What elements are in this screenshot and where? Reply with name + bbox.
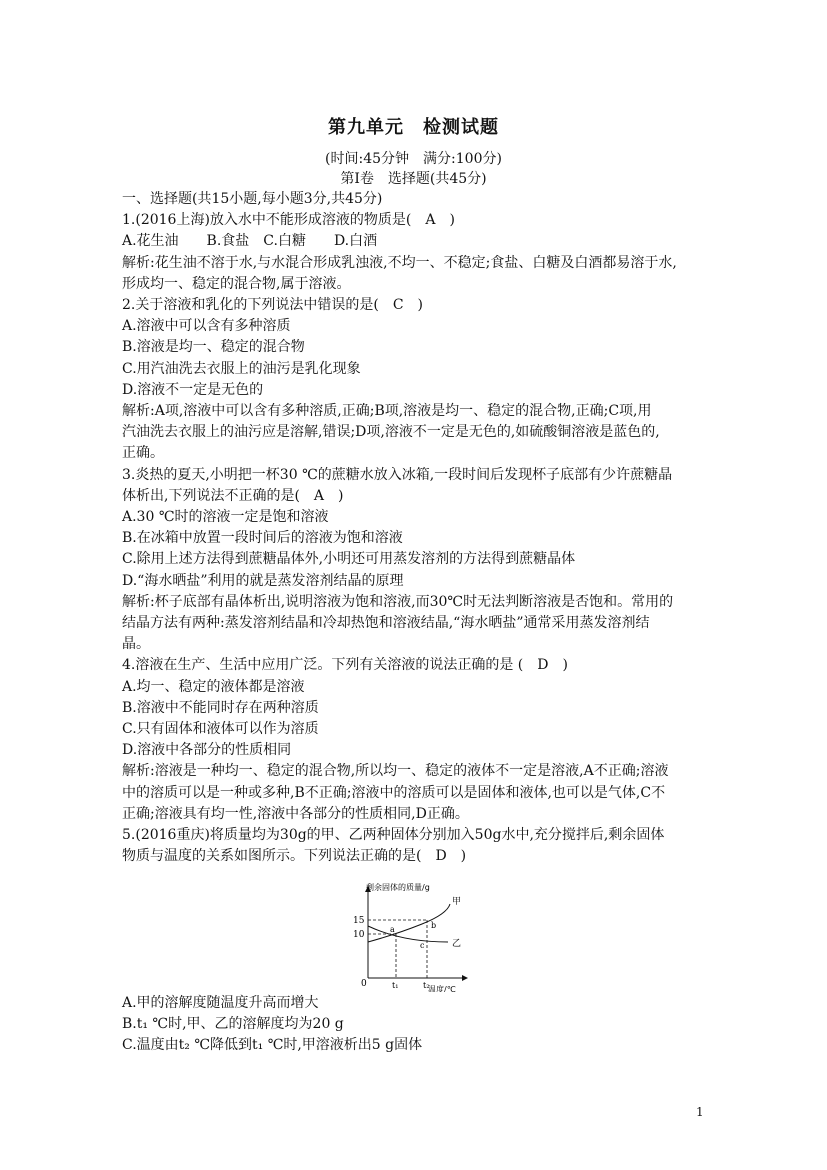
text-line: 5.(2016重庆)将质量均为30g的甲、乙两种固体分别加入50g水中,充分搅拌后,剩余固体	[122, 827, 665, 843]
page-title: 第九单元 检测试题	[328, 117, 499, 138]
graph-jia: 甲	[452, 897, 462, 907]
graph-point-c: c	[420, 941, 425, 950]
text-line: 正确。	[122, 445, 164, 462]
text-line: 正确;溶液具有均一性,溶液中各部分的性质相同,D正确。	[122, 805, 469, 822]
text-line: 物质与温度的关系如图所示。下列说法正确的是( D )	[122, 848, 467, 865]
graph-point-b: b	[431, 921, 437, 930]
text-line: 解析:杯子底部有晶体析出,说明溶液为饱和溶液,而30℃时无法判断溶液是否饱和。常用的	[122, 593, 674, 610]
text-line: C.只有固体和液体可以作为溶质	[122, 721, 319, 737]
option-line: C.温度由t₂ ℃降低到t₁ ℃时,甲溶液析出5 g固体	[122, 1037, 423, 1054]
text-line: 晶。	[122, 636, 150, 653]
text-line: 体析出,下列说法不正确的是( A )	[122, 487, 344, 504]
text-line: 中的溶质可以是一种或多种,B不正确;溶液中的溶质可以是固体和液体,也可以是气体,C不	[122, 784, 666, 801]
page-number: 1	[696, 1105, 704, 1119]
text-line: D.“海水晒盐”利用的就是蒸发溶剂结晶的原理	[122, 572, 404, 589]
text-line: 解析:溶液是一种均一、稳定的混合物,所以均一、稳定的液体不一定是溶液,A不正确;溶液	[122, 763, 669, 780]
graph-y15: 15	[353, 916, 365, 926]
graph-xlabel: 温度/℃	[428, 985, 456, 992]
text-line: 3.炎热的夏天,小明把一杯30 ℃的蔗糖水放入冰箱,一段时间后发现杯子底部有少许蔗糖晶	[122, 466, 673, 483]
text-line: D.溶液不一定是无色的	[122, 381, 264, 398]
x-axis-arrow-icon	[462, 975, 468, 981]
text-line: 1.(2016上海)放入水中不能形成溶液的物质是( A )	[122, 212, 455, 229]
text-line: B.在冰箱中放置一段时间后的溶液为饱和溶液	[122, 530, 403, 547]
option-line: A.甲的溶解度随温度升高而增大	[122, 995, 319, 1011]
text-line: B.溶液是均一、稳定的混合物	[122, 339, 305, 356]
text-line: C.用汽油洗去衣服上的油污是乳化现象	[122, 360, 361, 377]
graph-origin: 0	[361, 979, 367, 989]
graph-t1: t₁	[392, 981, 399, 990]
text-line: A.花生油 B.食盐 C.白糖 D.白酒	[122, 233, 378, 250]
exam-meta: (时间:45分钟 满分:100分)	[325, 151, 502, 167]
text-line: 一、选择题(共15小题,每小题3分,共45分)	[122, 191, 383, 207]
option-line: B.t₁ ℃时,甲、乙的溶解度均为20 g	[122, 1016, 344, 1033]
text-line: 解析:A项,溶液中可以含有多种溶质,正确;B项,溶液是均一、稳定的混合物,正确;C项,用	[122, 403, 652, 419]
graph-yi: 乙	[452, 939, 462, 949]
text-line: D.溶液中各部分的性质相同	[122, 742, 292, 759]
text-line: B.溶液中不能同时存在两种溶质	[122, 699, 319, 716]
text-line: 4.溶液在生产、生活中应用广泛。下列有关溶液的说法正确的是 ( D )	[122, 657, 568, 674]
graph-ylabel: 剩余固体的质量/g	[366, 883, 430, 892]
text-line: 结晶方法有两种:蒸发溶剂结晶和冷却热饱和溶液结晶,“海水晒盐”通常采用蒸发溶剂结	[122, 615, 650, 631]
text-line: C.除用上述方法得到蔗糖晶体外,小明还可用蒸发溶剂的方法得到蔗糖晶体	[122, 551, 576, 568]
text-line: 汽油洗去衣服上的油污应是溶解,错误;D项,溶液不一定是无色的,如硫酸铜溶液是蓝色的,	[122, 424, 660, 441]
text-line: 解析:花生油不溶于水,与水混合形成乳浊液,不均一、不稳定;食盐、白糖及白酒都易溶于水,	[122, 254, 677, 271]
text-line: A.溶液中可以含有多种溶质	[122, 318, 291, 335]
curve-jia	[368, 904, 450, 942]
graph-t2: t₂	[423, 981, 430, 990]
text-line: A.30 ℃时的溶液一定是饱和溶液	[122, 509, 329, 525]
graph-point-a: a	[390, 925, 395, 934]
graph-y10: 10	[353, 930, 365, 940]
text-line: 形成均一、稳定的混合物,属于溶液。	[122, 275, 351, 292]
solubility-graph	[352, 882, 472, 992]
text-line: 2.关于溶液和乳化的下列说法中错误的是( C )	[122, 297, 423, 313]
section-heading: 第Ⅰ卷 选择题(共45分)	[340, 171, 487, 187]
text-line: A.均一、稳定的液体都是溶液	[122, 678, 305, 695]
